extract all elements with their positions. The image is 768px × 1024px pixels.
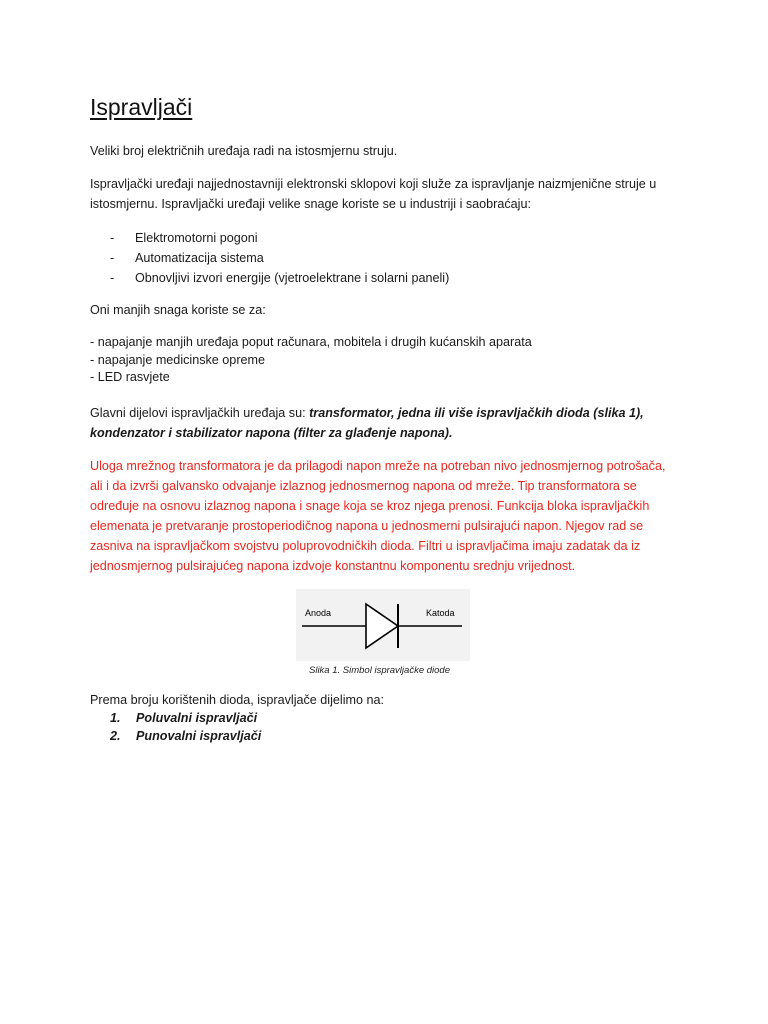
high-power-uses-list	[110, 228, 449, 288]
red-line: jednosmjernog pulsirajućeg napona izdvoje konstantnu komponentu srednju vrijednost.	[90, 559, 576, 573]
rectifier-definition-paragraph	[90, 174, 690, 214]
list-item: - LED rasvjete	[90, 370, 170, 384]
diode-triangle	[366, 604, 398, 648]
rectifier-types-list	[110, 709, 261, 745]
cathode-label: Katoda	[426, 608, 455, 618]
list-item: - napajanje medicinske opreme	[90, 352, 266, 367]
list-item: 1. Poluvalni ispravljači	[110, 711, 258, 725]
main-parts-bold-2: kondenzator i stabilizator napona (filter za glađenje napona).	[90, 426, 453, 440]
transformer-role-paragraph	[90, 456, 690, 576]
anode-label: Anoda	[305, 608, 332, 618]
low-power-intro: Oni manjih snaga koriste se za:	[90, 303, 266, 317]
red-line: određuje na osnovu izlaznog napona i snage koja se kroz njega prenosi. Funkcija bloka ispravljačkih	[90, 499, 650, 513]
red-line: zasniva na ispravljačkom svojstvu poluprovodničkih dioda. Filtri u ispravljačima imaju zadatak da iz	[90, 539, 641, 553]
main-parts-paragraph	[90, 403, 690, 443]
diode-symbol-figure	[296, 589, 470, 661]
figure-caption: Slika 1. Simbol ispravljačke diode	[309, 665, 450, 676]
red-line: ali i da izvrši galvansko odvajanje izlaznog jednosmernog napona od mreže. Tip transformatora se	[90, 479, 637, 493]
definition-line-1: Ispravljački uređaji najjednostavniji elektronski sklopovi koji služe za ispravljanje naizmjenične struje u	[90, 177, 657, 191]
intro-paragraph: Veliki broj električnih uređaja radi na istosmjernu struju.	[90, 144, 398, 158]
list-item: 2. Punovalni ispravljači	[110, 729, 262, 743]
diode-symbol-diagram	[296, 589, 470, 661]
definition-line-2: istosmjernu. Ispravljački uređaji velike snage koriste se u industriji i saobraćaju:	[90, 197, 531, 211]
red-line: Uloga mrežnog transformatora je da prilagodi napon mreže na potreban nivo jednosmjernog potrošača,	[90, 459, 666, 473]
list-item: - Obnovljivi izvori energije (vjetroelektrane i solarni paneli)	[110, 271, 450, 285]
list-item: - Automatizacija sistema	[110, 251, 264, 265]
low-power-uses-list	[90, 334, 532, 387]
main-parts-bold-1: transformator, jedna ili više ispravljačkih dioda (slika 1),	[309, 406, 644, 420]
main-parts-prefix: Glavni dijelovi ispravljačkih uređaja su:	[90, 406, 310, 420]
red-line: elemenata je pretvaranje prostoperiodičnog napona u jednosmerni pulsirajući napon. Njegov rad se	[90, 519, 644, 533]
list-item: - napajanje manjih uređaja poput računara, mobitela i drugih kućanskih aparata	[90, 335, 532, 349]
page-title: Ispravljači	[90, 94, 193, 120]
types-intro: Prema broju korištenih dioda, ispravljače dijelimo na:	[90, 693, 384, 707]
list-item: - Elektromotorni pogoni	[110, 231, 258, 245]
